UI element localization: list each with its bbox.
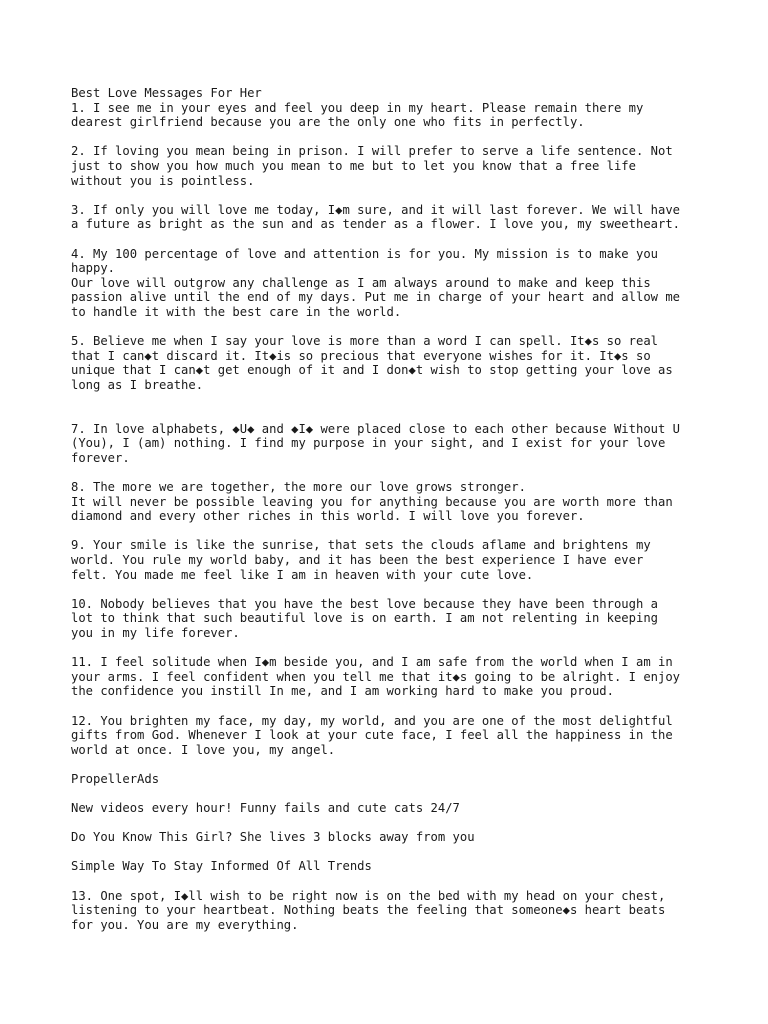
text-line: happy.	[71, 261, 116, 276]
paragraph-gap	[71, 188, 731, 203]
text-line: Simple Way To Stay Informed Of All Trends	[71, 859, 372, 874]
text-line: world. You rule my world baby, and it has been the best experience I have ever	[71, 553, 644, 567]
text-line: for you. You are my everything.	[71, 917, 299, 932]
paragraph	[71, 655, 731, 699]
text-line: dearest girlfriend because you are the only one who fits in perfectly.	[71, 115, 585, 130]
text-line: Best Love Messages For Her	[71, 86, 262, 100]
paragraph	[71, 889, 731, 933]
text-line: diamond and every other riches in this world. I will love you forever.	[71, 509, 585, 524]
text-line: 3. If only you will love me today, I◆m sure, and it will last forever. We will have	[71, 202, 681, 217]
paragraph-gap	[71, 845, 731, 860]
paragraph	[71, 714, 731, 758]
text-line: felt. You made me feel like I am in heaven with your cute love.	[71, 567, 534, 582]
paragraph-gap	[71, 130, 731, 145]
text-line: 4. My 100 percentage of love and attention is for you. My mission is to make you	[71, 246, 658, 261]
text-line: a future as bright as the sun and as tender as a flower. I love you, my sweetheart.	[71, 217, 681, 232]
text-line: 8. The more we are together, the more our love grows stronger.	[71, 480, 526, 495]
text-line: 9. Your smile is like the sunrise, that sets the clouds aflame and brightens my	[71, 538, 651, 553]
text-line: forever.	[71, 450, 130, 465]
text-line: 1. I see me in your eyes and feel you deep in my heart. Please remain there my	[71, 100, 644, 115]
paragraph-gap	[71, 641, 731, 656]
text-line: long as I breathe.	[71, 377, 204, 392]
text-line: to handle it with the best care in the world.	[71, 304, 402, 319]
text-line: It will never be possible leaving you for anything because you are worth more than	[71, 494, 673, 509]
text-line: the confidence you instill In me, and I am working hard to make you proud.	[71, 684, 614, 699]
text-line: gifts from God. Whenever I look at your cute face, I feel all the happiness in the	[71, 728, 673, 743]
paragraph-gap	[71, 787, 731, 802]
text-line: passion alive until the end of my days. Put me in charge of your heart and allow me	[71, 290, 681, 305]
paragraph	[71, 859, 731, 874]
paragraph-gap	[71, 407, 731, 422]
text-line: Do You Know This Girl? She lives 3 blocks away from you	[71, 830, 475, 845]
paragraph	[71, 830, 731, 845]
paragraph	[71, 86, 731, 130]
text-line: PropellerAds	[71, 771, 160, 786]
text-line: New videos every hour! Funny fails and cute cats 24/7	[71, 801, 460, 816]
paragraph	[71, 538, 731, 582]
text-line: 12. You brighten my face, my day, my world, and you are one of the most delightful	[71, 713, 673, 728]
paragraph-gap	[71, 232, 731, 247]
paragraph	[71, 422, 731, 466]
text-line: your arms. I feel confident when you tell me that it◆s going to be alright. I enjoy	[71, 669, 681, 684]
text-line: you in my life forever.	[71, 625, 240, 640]
paragraph	[71, 480, 731, 524]
paragraph-gap	[71, 874, 731, 889]
text-line: without you is pointless.	[71, 173, 255, 188]
paragraph-gap	[71, 582, 731, 597]
text-line: that I can◆t discard it. It◆is so precious that everyone wishes for it. It◆s so	[71, 348, 651, 363]
paragraph-gap	[71, 757, 731, 772]
text-line: 11. I feel solitude when I◆m beside you, and I am safe from the world when I am in	[71, 655, 673, 670]
paragraph	[71, 144, 731, 188]
text-line: lot to think that such beautiful love is on earth. I am not relenting in keeping	[71, 611, 658, 626]
text-line: 5. Believe me when I say your love is more than a word I can spell. It◆s so real	[71, 334, 658, 349]
paragraph	[71, 597, 731, 641]
text-line: world at once. I love you, my angel.	[71, 742, 336, 757]
paragraph	[71, 772, 731, 787]
paragraph	[71, 203, 731, 232]
text-line: (You), I (am) nothing. I find my purpose in your sight, and I exist for your love	[71, 436, 666, 451]
paragraph-gap	[71, 465, 731, 480]
document-page	[71, 86, 731, 932]
text-line: listening to your heartbeat. Nothing beats the feeling that someone◆s heart beats	[71, 903, 666, 918]
text-line: just to show you how much you mean to me but to let you know that a free life	[71, 158, 636, 173]
paragraph-gap	[71, 816, 731, 831]
paragraph	[71, 801, 731, 816]
text-line: 10. Nobody believes that you have the best love because they have been through a	[71, 596, 658, 611]
paragraph-gap	[71, 320, 731, 335]
text-line: Our love will outgrow any challenge as I am always around to make and keep this	[71, 275, 651, 290]
text-line: 7. In love alphabets, ◆U◆ and ◆I◆ were placed close to each other because Without U	[71, 421, 681, 436]
paragraph-gap	[71, 524, 731, 539]
text-line: unique that I can◆t get enough of it and I don◆t wish to stop getting your love as	[71, 363, 673, 378]
paragraph	[71, 247, 731, 320]
text-line: 13. One spot, I◆ll wish to be right now is on the bed with my head on your chest,	[71, 888, 666, 903]
paragraph-gap	[71, 392, 731, 407]
paragraph	[71, 334, 731, 392]
text-line: 2. If loving you mean being in prison. I will prefer to serve a life sentence. Not	[71, 144, 673, 159]
paragraph-gap	[71, 699, 731, 714]
